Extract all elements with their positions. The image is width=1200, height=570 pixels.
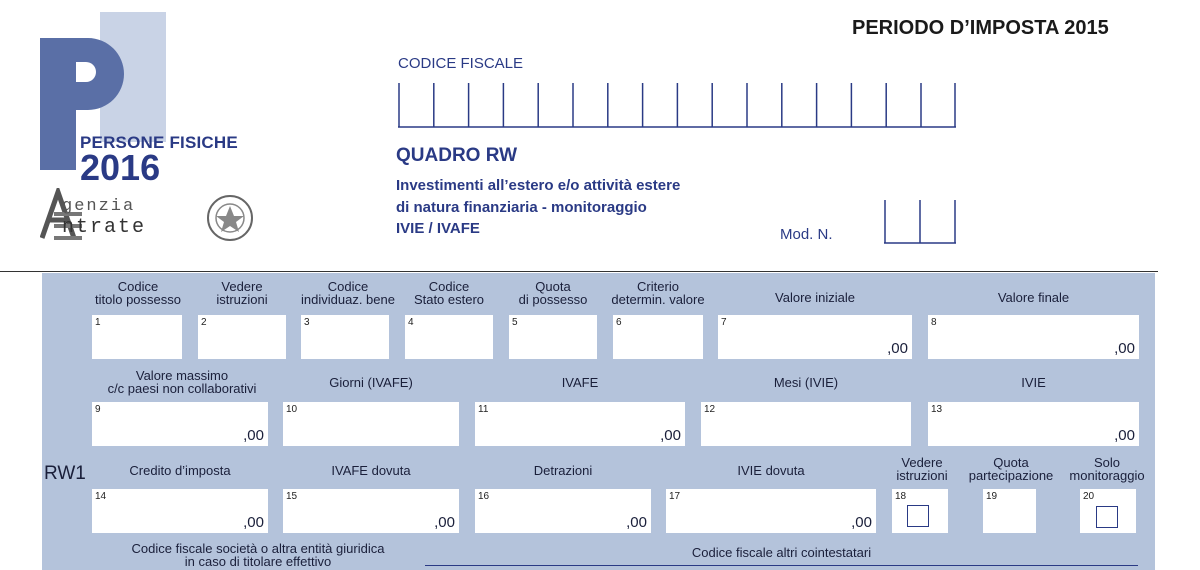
periodo-imposta: PERIODO D’IMPOSTA 2015 xyxy=(852,17,1109,39)
label-mesi-ivie: Mesi (IVIE) xyxy=(773,375,839,390)
field-5[interactable]: 5 xyxy=(509,315,597,359)
label-valore-massimo: Valore massimo c/c paesi non collaborativi xyxy=(107,368,257,396)
field-4[interactable]: 4 xyxy=(405,315,493,359)
label-valore-iniziale: Valore iniziale xyxy=(775,290,855,305)
header-divider xyxy=(0,271,1158,272)
label-ivafe: IVAFE xyxy=(561,375,599,390)
label-solo-monitoraggio: Solo monitoraggio xyxy=(1069,455,1145,483)
label-detrazioni: Detrazioni xyxy=(533,463,593,478)
logo-year: 2016 xyxy=(80,147,161,188)
codice-fiscale-input[interactable] xyxy=(398,83,958,129)
vedere-istruzioni-checkbox[interactable] xyxy=(907,505,929,527)
label-quota-partecipazione: Quota partecipazione xyxy=(968,455,1054,483)
description-line-1: Investimenti all’estero e/o attività estere xyxy=(396,177,681,194)
label-vedere-istruzioni-18: Vedere istruzioni xyxy=(896,455,948,483)
field-18: 18 xyxy=(892,489,948,533)
field-1[interactable]: 1 xyxy=(92,315,182,359)
label-codice-bene: Codice individuaz. bene xyxy=(301,279,395,307)
label-ivafe-dovuta: IVAFE dovuta xyxy=(331,463,411,478)
field-15[interactable]: 15 ,00 xyxy=(283,489,459,533)
label-cf-cointestatari: Codice fiscale altri cointestatari xyxy=(691,545,872,560)
field-17[interactable]: 17 ,00 xyxy=(666,489,876,533)
mod-n-input[interactable] xyxy=(884,200,958,245)
row-label-rw1: RW1 xyxy=(44,463,86,484)
description-line-3: IVIE / IVAFE xyxy=(396,220,480,237)
solo-monitoraggio-checkbox[interactable] xyxy=(1096,506,1118,528)
label-codice-titolo: Codice titolo possesso xyxy=(95,279,181,307)
field-6[interactable]: 6 xyxy=(613,315,703,359)
field-9[interactable]: 9 ,00 xyxy=(92,402,268,446)
mod-n-label: Mod. N. xyxy=(780,226,833,243)
field-14[interactable]: 14 ,00 xyxy=(92,489,268,533)
field-7[interactable]: 7 ,00 xyxy=(718,315,912,359)
label-vedere-istruzioni: Vedere istruzioni xyxy=(216,279,268,307)
codice-fiscale-label: CODICE FISCALE xyxy=(398,55,524,72)
field-11[interactable]: 11 ,00 xyxy=(475,402,685,446)
label-codice-stato: Codice Stato estero xyxy=(413,279,485,307)
label-giorni-ivafe: Giorni (IVAFE) xyxy=(329,375,413,390)
field-10[interactable]: 10 xyxy=(283,402,459,446)
label-quota-possesso: Quota di possesso xyxy=(518,279,588,307)
label-ivie-dovuta: IVIE dovuta xyxy=(737,463,805,478)
label-ivie: IVIE xyxy=(1021,375,1046,390)
label-criterio-valore: Criterio determin. valore xyxy=(611,279,705,307)
field-20: 20 xyxy=(1080,489,1136,533)
field-13[interactable]: 13 ,00 xyxy=(928,402,1139,446)
label-cf-societa: Codice fiscale società o altra entità giuridica in caso di titolare effettivo xyxy=(131,541,385,569)
label-valore-finale: Valore finale xyxy=(997,290,1070,305)
description-line-2: di natura finanziaria - monitoraggio xyxy=(396,199,647,216)
agenzia-word: genzia xyxy=(62,197,136,216)
logo-persone-fisiche: PERSONE FISICHE xyxy=(80,133,238,152)
quadro-title: QUADRO RW xyxy=(396,145,518,166)
field-12[interactable]: 12 xyxy=(701,402,911,446)
cf-cointestatari-line xyxy=(425,565,1138,566)
label-credito-imposta: Credito d’imposta xyxy=(129,463,231,478)
field-19[interactable]: 19 xyxy=(983,489,1036,533)
field-2[interactable]: 2 xyxy=(198,315,286,359)
entrate-word: ntrate xyxy=(62,216,147,239)
field-16[interactable]: 16 ,00 xyxy=(475,489,651,533)
field-8[interactable]: 8 ,00 xyxy=(928,315,1139,359)
field-3[interactable]: 3 xyxy=(301,315,389,359)
